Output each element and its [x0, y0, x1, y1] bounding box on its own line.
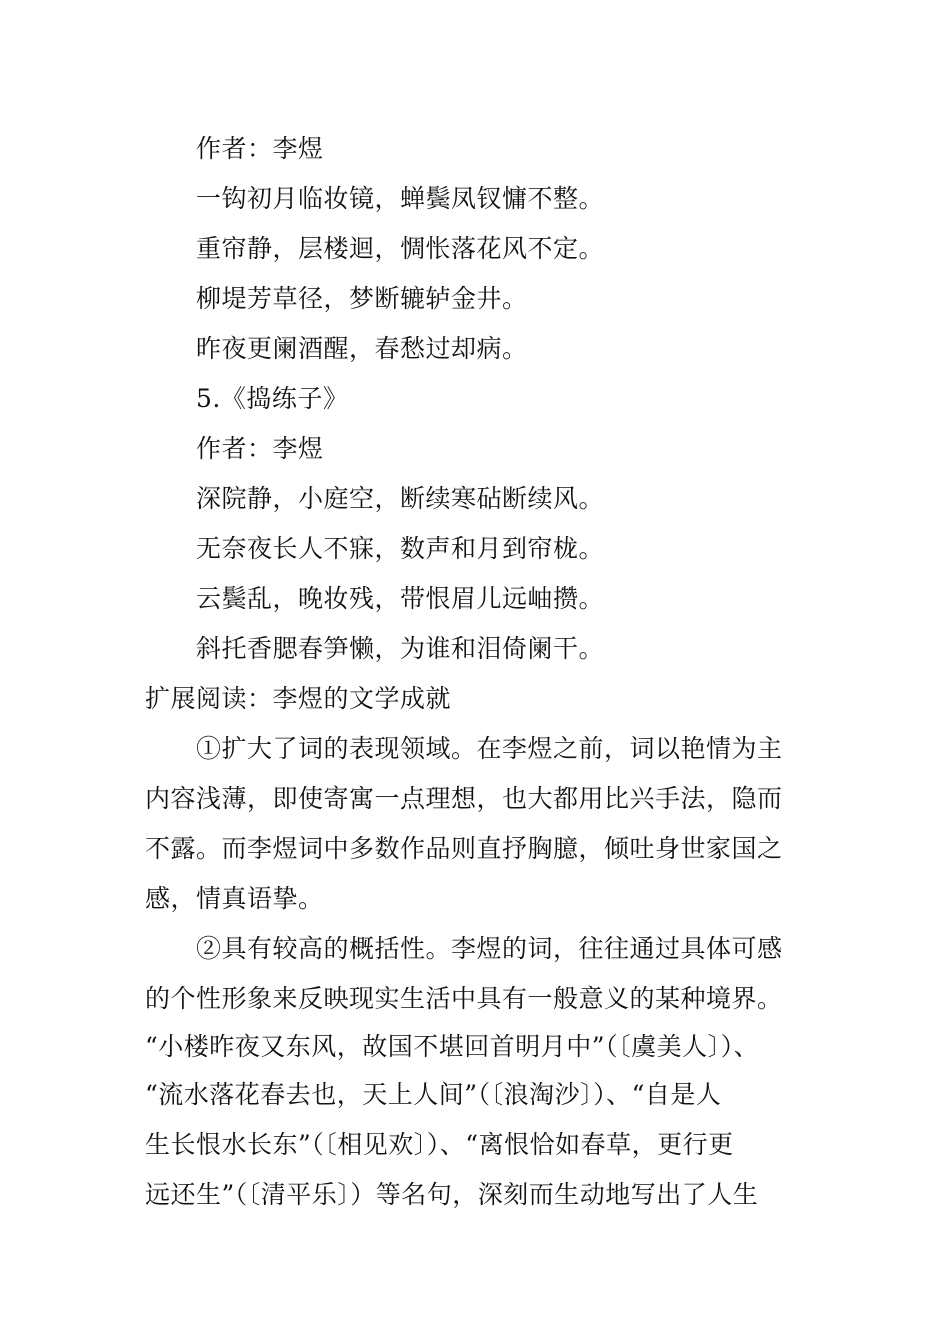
para2-line-2: 的个性形象来反映现实生活中具有一般意义的某种境界。	[145, 984, 783, 1013]
para2-line-4: “流水落花春去也，天上人间”（〔浪淘沙〕）、“自是人	[145, 1080, 722, 1109]
poem4-line-2: 重帘静，层楼迴，惆怅落花风不定。	[196, 234, 605, 263]
para1-line-3: 不露。而李煜词中多数作品则直抒胸臆，倾吐身世家国之	[145, 834, 783, 863]
poem5-line-2: 无奈夜长人不寐，数声和月到帘栊。	[196, 534, 605, 563]
para2-line-5: 生长恨水长东”（〔相见欢〕）、“离恨恰如春草，更行更	[145, 1130, 734, 1159]
para1-line-1: ①扩大了词的表现领域。在李煜之前，词以艳情为主	[196, 734, 783, 763]
para1-line-4: 感，情真语挚。	[145, 884, 324, 913]
poem4-author: 作者：李煜	[196, 134, 324, 163]
poem4-line-4: 昨夜更阑酒醒，春愁过却病。	[196, 334, 528, 363]
poem5-line-4: 斜托香腮春笋懒，为谁和泪倚阑干。	[196, 634, 605, 663]
para1-line-2: 内容浅薄，即使寄寓一点理想，也大都用比兴手法，隐而	[145, 784, 783, 813]
poem5-line-3: 云鬓乱，晚妆残，带恨眉儿远岫攒。	[196, 584, 605, 613]
para2-line-6: 远还生”（〔清平乐〕）等名句，深刻而生动地写出了人生	[145, 1180, 759, 1209]
extended-reading-heading: 扩展阅读：李煜的文学成就	[145, 684, 452, 713]
para2-line-3: “小楼昨夜又东风，故国不堪回首明月中”（〔虞美人〕）、	[145, 1032, 760, 1061]
para2-line-1: ②具有较高的概括性。李煜的词，往往通过具体可感	[196, 934, 783, 963]
poem5-author: 作者：李煜	[196, 434, 324, 463]
poem5-line-1: 深院静，小庭空，断续寒砧断续风。	[196, 484, 605, 513]
poem4-line-1: 一钩初月临妆镜，蝉鬓凤钗慵不整。	[196, 184, 605, 213]
poem4-line-3: 柳堤芳草径，梦断辘轳金井。	[196, 284, 528, 313]
poem5-title: 5.《捣练子》	[196, 384, 349, 413]
